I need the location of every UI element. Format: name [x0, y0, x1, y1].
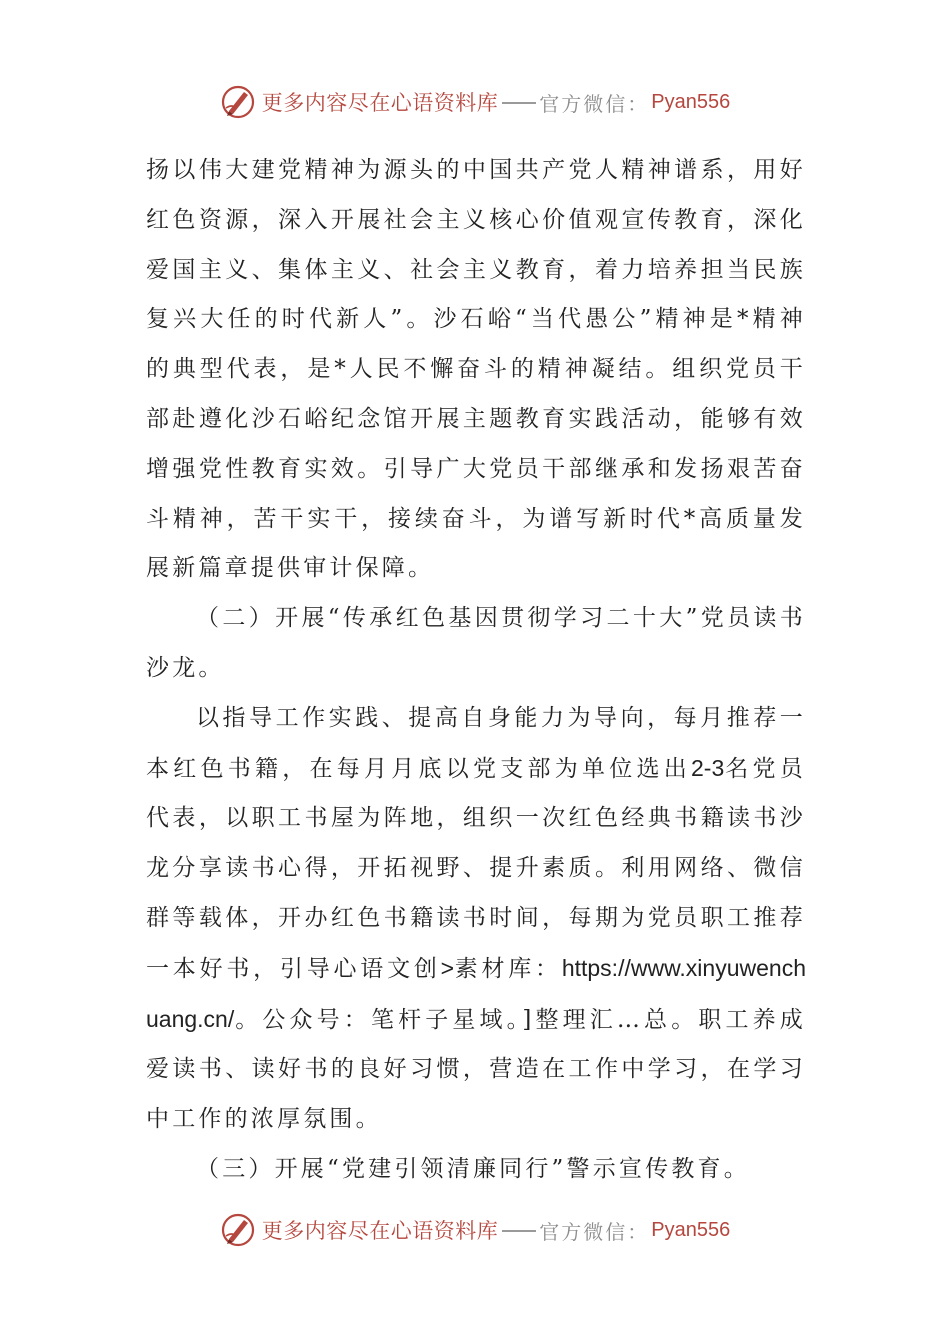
paragraph-2-part-3: 素材库： — [454, 955, 562, 982]
range-value: 2-3 — [691, 754, 725, 781]
url-part-1: https:// — [561, 954, 631, 981]
document-body — [146, 146, 806, 1195]
banner-wechat-id: Pyan556 — [651, 1218, 731, 1241]
paragraph-2-part-2: 名党员代表，以职工书屋为阵地，组织一次红色经典书籍读书沙龙分享读书心得，开拓视野、提升素质。利用网络、微信群等载体，开办红色书籍读书时间，每期为党员职工推荐一本好书，引导心语文创 — [146, 755, 806, 982]
pen-logo-icon — [220, 1212, 256, 1248]
section-heading-3: （三）开展“党建引领清廉同行”警示宣传教育。 — [196, 1155, 750, 1182]
header-banner — [0, 82, 950, 122]
paragraph-2-part-4: 。公众号：笔杆子星域。]整理汇…总。职工养成爱读书、读好书的良好习惯，营造在工作中学习，在学习中工作的浓厚氛围。 — [146, 1006, 806, 1133]
banner-brand-text: 更多内容尽在心语资料库 — [261, 91, 499, 115]
pen-logo-icon — [220, 84, 256, 120]
paragraph-1: 扬以伟大建党精神为源头的中国共产党人精神谱系，用好红色资源，深入开展社会主义核心价值观宣传教育，深化爱国主义、集体主义、社会主义教育，着力培养担当民族复兴大任的时代新人”。沙石峪“当代愚公”精神是*精神的典型代表，是*人民不懈奋斗的精神凝结。组织党员干部赴遵化沙石峪纪念馆开展主题教育实践活动，能够有效增强党性教育实效。引导广大党员干部继承和发扬艰苦奋斗精神，苦干实干，接续奋斗，为谱写新时代*高质量发展新篇章提供审计保障。 — [146, 157, 806, 582]
paragraph-2-part-1: 以指导工作实践、提高自身能力为导向，每月推荐一本红色书籍，在每月月底以党支部为单位选出 — [146, 704, 806, 782]
paragraph-2 — [146, 694, 806, 1145]
url-part-2: www.xinyuwenchuang.cn/ — [146, 954, 806, 1032]
banner-dash — [502, 1230, 536, 1232]
footer-banner — [0, 1210, 950, 1250]
arrow-symbol: > — [440, 954, 455, 981]
banner-subtitle: 官方微信： — [539, 1219, 650, 1244]
banner-subtitle: 官方微信： — [539, 91, 650, 116]
banner-dash — [502, 102, 536, 104]
banner-brand-text: 更多内容尽在心语资料库 — [261, 1219, 499, 1243]
section-heading-2: （二）开展“传承红色基因贯彻学习二十大”党员读书沙龙。 — [146, 605, 806, 681]
banner-wechat-id: Pyan556 — [651, 90, 731, 113]
